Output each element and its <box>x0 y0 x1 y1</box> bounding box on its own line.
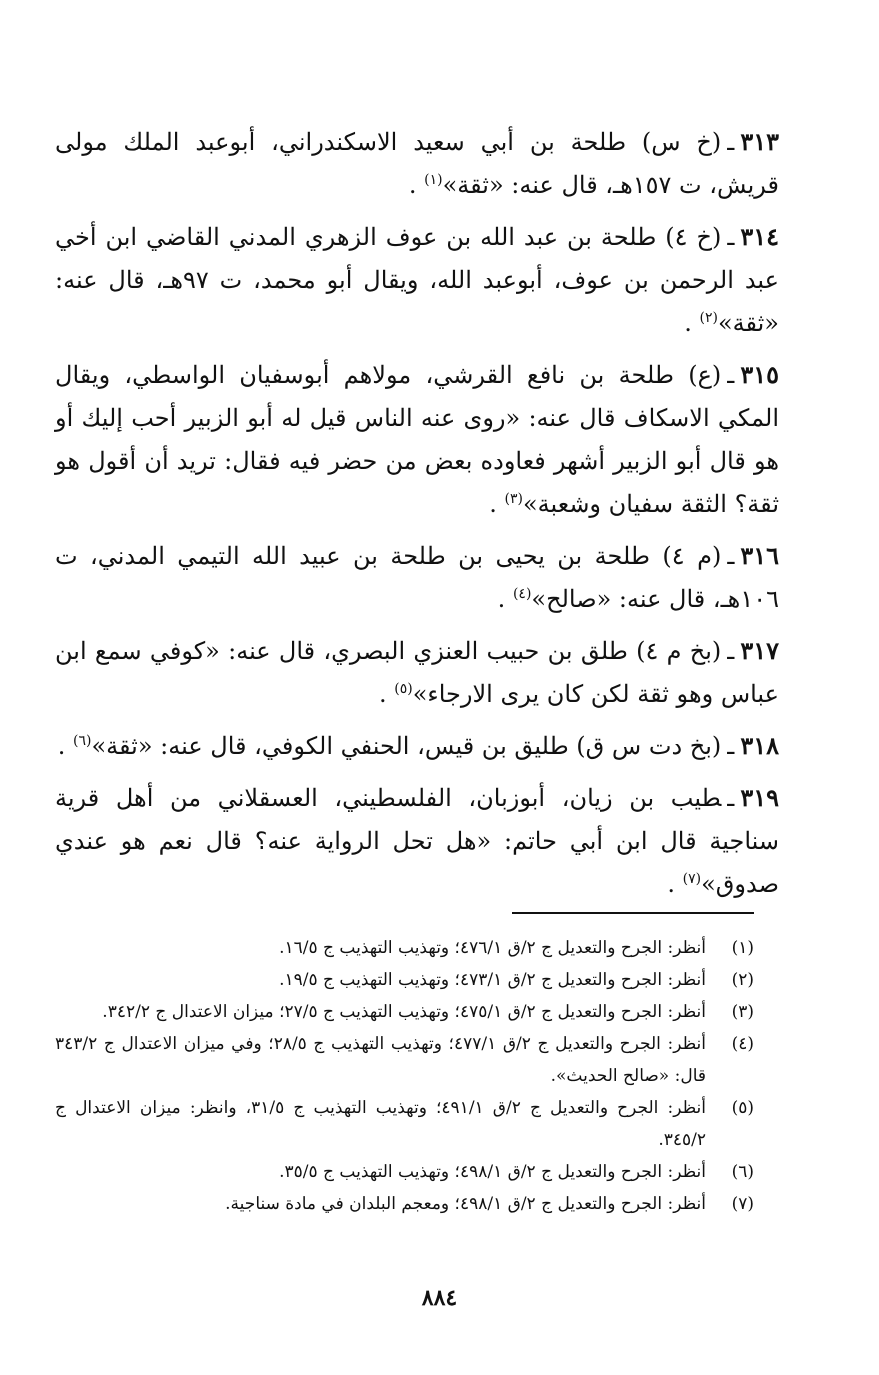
footnote-text: أنظر: الجرح والتعديل ج ٢/ق ٤٩٨/١؛ وتهذيب التهذيب ج ٣٥/٥. <box>279 1162 706 1182</box>
page-number: ٨٨٤ <box>421 1285 458 1311</box>
footnote-3 <box>55 996 754 1028</box>
entry-dash: ـ <box>727 223 735 251</box>
footnote-divider <box>512 912 754 914</box>
footnote-ref: (١) <box>424 172 443 188</box>
footnote-text: أنظر: الجرح والتعديل ج ٢/ق ٤٧٧/١؛ وتهذيب التهذيب ج ٢٨/٥؛ وفي ميزان الاعتدال ج ٣٤٣/٢ قال: «صالح الحديث». <box>55 1034 706 1086</box>
entry-end: . <box>667 870 683 898</box>
entry-dash: ـ <box>727 732 735 760</box>
entry-text: (م ٤) طلحة بن يحيى بن طلحة بن عبيد الله التيمي المدني، ت ١٠٦هـ، قال عنه: «صالح» <box>55 542 779 613</box>
entry-text: (بخ دت س ق) طليق بن قيس، الحنفي الكوفي، قال عنه: «ثقة» <box>91 732 722 760</box>
footnote-ref: (٦) <box>72 733 92 749</box>
entry-315 <box>55 353 779 526</box>
footnote-7 <box>55 1188 754 1220</box>
entries-list <box>55 120 779 906</box>
footnote-text: أنظر: الجرح والتعديل ج ٢/ق ٤٧٣/١؛ وتهذيب التهذيب ج ١٩/٥. <box>279 970 706 990</box>
entry-number: ٣١٤ <box>740 222 780 251</box>
footnote-6 <box>55 1156 754 1188</box>
entry-dash: ـ <box>727 361 735 389</box>
entry-text: طيب بن زيان، أبوزبان، الفلسطيني، العسقلاني من أهل قرية سناجية قال ابن أبي حاتم: «هل تحل الرواية عنه؟ قال نعم هو عندي صدوق» <box>55 784 779 898</box>
footnote-1 <box>55 932 754 964</box>
footnote-text: أنظر: الجرح والتعديل ج ٢/ق ٤٧٥/١؛ وتهذيب التهذيب ج ٢٧/٥؛ ميزان الاعتدال ج ٣٤٢/٢. <box>102 1002 706 1022</box>
footnote-4 <box>55 1028 754 1092</box>
entry-dash: ـ <box>727 784 735 812</box>
entry-313 <box>55 120 779 207</box>
entry-number: ٣١٥ <box>740 360 779 389</box>
entry-end: . <box>684 309 700 337</box>
footnote-number: (٣) <box>731 1002 754 1022</box>
entry-number: ٣١٦ <box>740 541 780 570</box>
entry-314 <box>55 215 779 345</box>
entry-end: . <box>497 585 513 613</box>
entry-text: (بخ م ٤) طلق بن حبيب العنزي البصري، قال عنه: «كوفي سمع ابن عباس وهو ثقة لكن كان يرى الارجاء» <box>55 637 779 708</box>
entry-number: ٣١٣ <box>740 127 779 156</box>
footnote-ref: (٧) <box>682 871 702 887</box>
entry-number: ٣١٨ <box>740 731 779 760</box>
footnote-ref: (٣) <box>504 491 523 507</box>
footnote-ref: (٤) <box>512 586 532 602</box>
footnote-text: أنظر: الجرح والتعديل ج ٢/ق ٤٩١/١؛ وتهذيب التهذيب ج ٣١/٥، وانظر: ميزان الاعتدال ج ٣٤٥/٢. <box>55 1098 706 1150</box>
footnote-text: أنظر: الجرح والتعديل ج ٢/ق ٤٩٨/١؛ ومعجم البلدان في مادة سناجية. <box>225 1194 706 1214</box>
entry-text: (خ ٤) طلحة بن عبد الله بن عوف الزهري المدني القاضي ابن أخي عبد الرحمن بن عوف، أبوعبد الله، ويقال أبو محمد، ت ٩٧هـ، قال عنه: «ثقة» <box>55 223 779 337</box>
footnote-number: (١) <box>731 938 754 958</box>
entry-text: (خ س) طلحة بن أبي سعيد الاسكندراني، أبوعبد الملك مولى قريش، ت ١٥٧هـ، قال عنه: «ثقة» <box>55 128 779 199</box>
entry-316 <box>55 534 779 621</box>
footnote-number: (٢) <box>731 970 754 990</box>
entry-end: . <box>408 171 425 199</box>
entry-number: ٣١٩ <box>740 783 779 812</box>
entry-end: . <box>57 732 73 760</box>
footnote-5 <box>55 1092 754 1156</box>
entry-dash: ـ <box>727 542 735 570</box>
entry-dash: ـ <box>727 128 735 156</box>
footnote-number: (٥) <box>731 1098 754 1118</box>
entry-number: ٣١٧ <box>740 636 779 665</box>
entry-dash: ـ <box>727 637 735 665</box>
entry-end: . <box>379 680 395 708</box>
entry-text: (ع) طلحة بن نافع القرشي، مولاهم أبوسفيان الواسطي، ويقال المكي الاسكاف قال عنه: «روى عنه الناس قيل له أبو الزبير أحب إليك أو هو قال أبو الزبير أشهر فعاوده بعض من حضر فيه فقال: تريد أن أقول هو ثقة؟ الثقة سفيان وشعبة» <box>55 361 779 518</box>
footnote-number: (٧) <box>731 1194 754 1214</box>
entry-319 <box>55 776 779 906</box>
footnote-number: (٦) <box>731 1162 754 1182</box>
entry-318 <box>55 724 779 768</box>
footnote-text: أنظر: الجرح والتعديل ج ٢/ق ٤٧٦/١؛ وتهذيب التهذيب ج ١٦/٥. <box>279 938 706 958</box>
footnotes-section <box>55 932 754 1220</box>
entry-end: . <box>489 490 505 518</box>
entry-317 <box>55 629 779 716</box>
footnote-number: (٤) <box>731 1034 754 1054</box>
footnote-2 <box>55 964 754 996</box>
footnote-ref: (٥) <box>394 681 413 697</box>
footnote-ref: (٢) <box>699 310 718 326</box>
